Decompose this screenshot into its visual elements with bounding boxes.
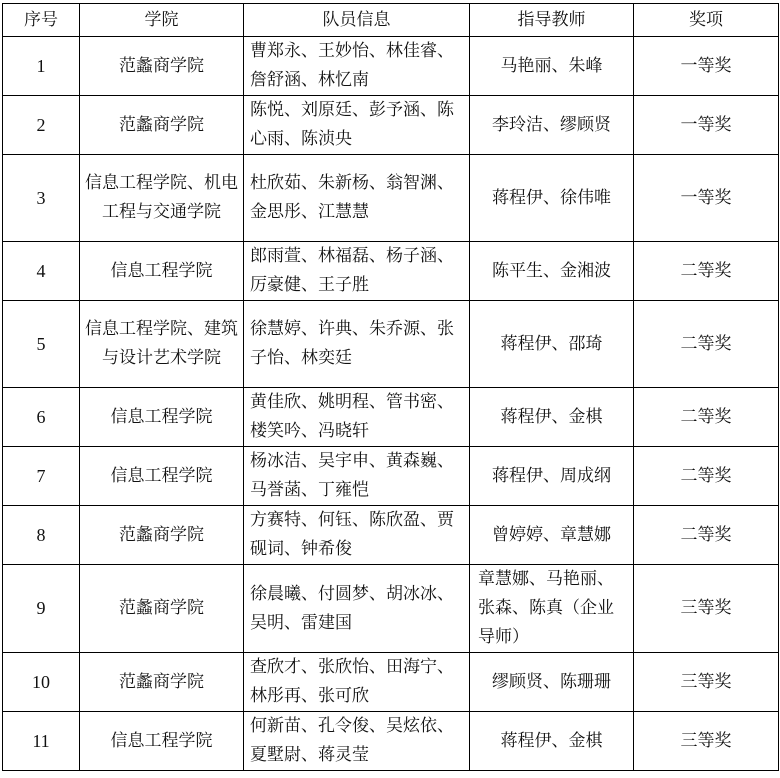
row-no: 8 <box>3 506 80 565</box>
row-members: 黄佳欣、姚明程、管书密、楼笑吟、冯晓轩 <box>244 388 470 447</box>
row-college: 范蠡商学院 <box>80 506 244 565</box>
row-award: 三等奖 <box>634 565 779 653</box>
table-row <box>3 565 779 653</box>
row-college: 信息工程学院、建筑与设计艺术学院 <box>80 301 244 388</box>
header-members: 队员信息 <box>244 4 470 37</box>
row-teachers: 蒋程伊、周成纲 <box>470 447 634 506</box>
row-no: 11 <box>3 712 80 771</box>
row-no: 1 <box>3 37 80 96</box>
header-award: 奖项 <box>634 4 779 37</box>
row-teachers: 李玲洁、缪顾贤 <box>470 96 634 155</box>
row-members: 徐晨曦、付圆梦、胡冰冰、吴明、雷建国 <box>244 565 470 653</box>
table-row <box>3 653 779 712</box>
table-row <box>3 37 779 96</box>
row-members: 郎雨萱、林福磊、杨子涵、厉豪健、王子胜 <box>244 242 470 301</box>
row-teachers: 缪顾贤、陈珊珊 <box>470 653 634 712</box>
table-row <box>3 712 779 771</box>
row-college: 范蠡商学院 <box>80 37 244 96</box>
row-award: 一等奖 <box>634 37 779 96</box>
table-row <box>3 447 779 506</box>
row-no: 10 <box>3 653 80 712</box>
row-members: 徐慧婷、许典、朱乔源、张子怡、林奕廷 <box>244 301 470 388</box>
table-row <box>3 388 779 447</box>
header-row <box>3 4 779 37</box>
table-row <box>3 96 779 155</box>
row-members: 杜欣茹、朱新杨、翁智渊、金思彤、江慧慧 <box>244 155 470 242</box>
header-teachers: 指导教师 <box>470 4 634 37</box>
row-members: 杨冰洁、吴宇申、黄森巍、马誉菡、丁雍恺 <box>244 447 470 506</box>
row-award: 三等奖 <box>634 653 779 712</box>
row-award: 一等奖 <box>634 155 779 242</box>
row-members: 曹郑永、王妙怡、林佳睿、詹舒涵、林忆南 <box>244 37 470 96</box>
row-no: 4 <box>3 242 80 301</box>
row-members: 方赛特、何钰、陈欣盈、贾砚词、钟希俊 <box>244 506 470 565</box>
row-award: 二等奖 <box>634 447 779 506</box>
row-teachers: 章慧娜、马艳丽、张森、陈真（企业导师） <box>470 565 634 653</box>
row-college: 信息工程学院、机电工程与交通学院 <box>80 155 244 242</box>
row-award: 二等奖 <box>634 388 779 447</box>
row-award: 二等奖 <box>634 506 779 565</box>
table-row <box>3 155 779 242</box>
row-award: 二等奖 <box>634 301 779 388</box>
row-teachers: 蒋程伊、邵琦 <box>470 301 634 388</box>
row-members: 何新苗、孔令俊、吴炫依、夏墅尉、蒋灵莹 <box>244 712 470 771</box>
row-teachers: 马艳丽、朱峰 <box>470 37 634 96</box>
table-row <box>3 506 779 565</box>
row-college: 信息工程学院 <box>80 447 244 506</box>
row-no: 6 <box>3 388 80 447</box>
row-college: 信息工程学院 <box>80 712 244 771</box>
header-no: 序号 <box>3 4 80 37</box>
row-college: 范蠡商学院 <box>80 96 244 155</box>
awards-table <box>2 3 779 771</box>
row-no: 7 <box>3 447 80 506</box>
header-college: 学院 <box>80 4 244 37</box>
row-award: 一等奖 <box>634 96 779 155</box>
row-teachers: 蒋程伊、徐伟唯 <box>470 155 634 242</box>
row-no: 2 <box>3 96 80 155</box>
table-row <box>3 301 779 388</box>
row-award: 三等奖 <box>634 712 779 771</box>
row-college: 信息工程学院 <box>80 242 244 301</box>
row-no: 5 <box>3 301 80 388</box>
row-no: 3 <box>3 155 80 242</box>
row-teachers: 蒋程伊、金棋 <box>470 388 634 447</box>
row-college: 信息工程学院 <box>80 388 244 447</box>
row-award: 二等奖 <box>634 242 779 301</box>
row-no: 9 <box>3 565 80 653</box>
row-college: 范蠡商学院 <box>80 653 244 712</box>
row-teachers: 蒋程伊、金棋 <box>470 712 634 771</box>
row-members: 查欣才、张欣怡、田海宁、林彤再、张可欣 <box>244 653 470 712</box>
table-row <box>3 242 779 301</box>
row-teachers: 曾婷婷、章慧娜 <box>470 506 634 565</box>
row-teachers: 陈平生、金湘波 <box>470 242 634 301</box>
row-college: 范蠡商学院 <box>80 565 244 653</box>
row-members: 陈悦、刘原廷、彭予涵、陈心雨、陈浈央 <box>244 96 470 155</box>
